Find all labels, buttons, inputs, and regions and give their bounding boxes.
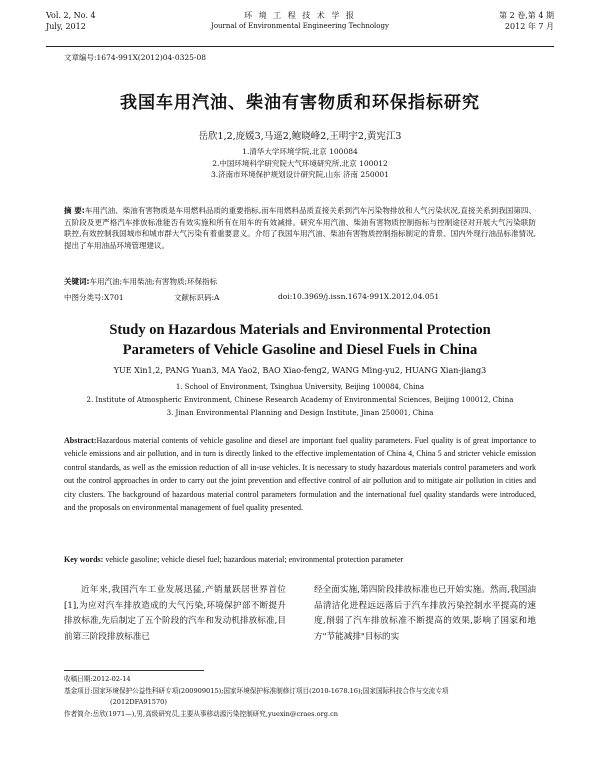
funding: 基金项目:国家环境保护公益性科研专项(200909015);国家环境保护标准制修订项目(2010-1678.16);国家国际科技合作与交流专项 [64, 686, 449, 695]
funding-continued: (2012DFA91570) [110, 698, 167, 706]
affiliation: 3. Jinan Environmental Planning and Design Institute, Jinan 250001, China [166, 409, 434, 417]
affiliation: 3.济南市环境保护规划设计研究院,山东 济南 250001 [211, 170, 389, 179]
classification-row [64, 292, 536, 303]
affiliation: 2. Institute of Atmospheric Environment, Chinese Research Academy of Environmental Sciences, Beijing 100012, China [86, 396, 514, 404]
affiliation: 1.清华大学环境学院,北京 100084 [242, 147, 358, 156]
header-volume-right: 第 2 卷,第 4 期 2012 年 7 月 [499, 11, 554, 31]
chinese-affiliations [0, 146, 600, 181]
english-title: Study on Hazardous Materials and Environmental Protection Parameters of Vehicle Gasoline and Diesel Fuels in China [109, 322, 491, 358]
header-volume-left: Vol. 2, No. 4 July, 2012 [46, 11, 96, 31]
chinese-title: 我国车用汽油、柴油有害物质和环保指标研究 [120, 93, 480, 113]
chinese-authors: 岳欣1,2,庞媛3,马遥2,鲍晓峰2,王明宇2,黄宪江3 [198, 131, 402, 142]
received-date: 收稿日期:2012-02-14 [64, 675, 131, 683]
english-affiliations [0, 381, 600, 420]
abstract-label: Abstract: [64, 436, 97, 445]
keywords-label: Key words: [64, 555, 104, 564]
clc-number: 中图分类号:X701 [64, 293, 124, 302]
footnote-divider [64, 670, 204, 671]
keywords-label: 关键词: [64, 277, 90, 286]
header-journal-name: 环 境 工 程 技 术 学 报 Journal of Environmental Engineering Technology [211, 11, 389, 30]
body-column-left: 近年来,我国汽车工业发展迅猛,产销量跃居世界首位[1],为应对汽车排放造成的大气污染,环境保护部不断提升排放标准,先后制定了五个阶段的汽车和发动机排放标准,目前第三阶段排放标准已 [64, 585, 286, 642]
chinese-abstract [64, 205, 536, 251]
article-number: 文章编号:1674-991X(2012)04-0325-08 [64, 53, 206, 62]
english-keywords [64, 555, 536, 564]
english-authors: YUE Xin1,2, PANG Yuan3, MA Yao2, BAO Xiao-feng2, WANG Ming-yu2, HUANG Xian-jiang3 [113, 366, 487, 375]
author-bio: 作者简介:岳欣(1971—),男,高级研究员,主要从事移动源污染控制研究,yuexin@craes.org.cn [64, 709, 339, 718]
doi: doi:10.3969/j.issn.1674-991X.2012.04.051 [278, 292, 440, 301]
keywords-text: 车用汽油;车用柴油;有害物质;环保指标 [89, 277, 218, 286]
affiliation: 2.中国环境科学研究院大气环境研究所,北京 100012 [212, 158, 388, 168]
footnotes [64, 674, 542, 720]
running-header [46, 10, 554, 40]
document-code: 文献标识码:A [174, 293, 220, 302]
chinese-keywords [64, 276, 536, 287]
header-divider [46, 46, 554, 47]
abstract-label: 摘 要: [64, 206, 85, 215]
body-column-right: 经全面实施,第四阶段排放标准也已开始实施。然而,我国油品清洁化进程远远落后于汽车排放污染控制水平提高的速度,削弱了汽车排放标准不断提高的效果,影响了国家和地方"节能减排"目标的实 [314, 585, 536, 642]
affiliation: 1. School of Environment, Tsinghua University, Beijing 100084, China [175, 383, 425, 391]
abstract-text: 车用汽油、柴油有害物质是车用燃料品质的重要指标,而车用燃料品质直接关系到汽车污染物排放和人气污染状况,直接关系到我国第四、五阶段及更严格汽车排放标准能否有效实施和所有在用车的有效减排。研究车用汽油、柴油有害物质控制指标与控制途径对开展大气污染联防联控,有效控制我国城市和城市群大气污染有着重要意义。介绍了我国车用汽油、柴油有害物质控制指标制定的背景、国内外现行油品标准情况,提出了车用油品环境管理建议。 [64, 206, 536, 250]
keywords-text: vehicle gasoline; vehicle diesel fuel; hazardous material; environmental protection parameter [105, 555, 404, 564]
abstract-text: Hazardous material contents of vehicle gasoline and diesel are important fuel quality parameters. Fuel quality is of great importance to vehicle emissions and air pollution, and in turn is directly linked to the effective implementation of China 4, China 5 and stricter vehicle emission control standards, as well as the emission reduction of all in-use vehicles. It is necessary to study hazardous materials control parameters and work out the control approaches in order to carry out the joint prevention and effective control of air pollution and to mitigate air pollution in cities and city clusters. The background of hazardous material control parameters formulation and the international fuel quality standards were introduced, and the proposals on environmental management of fuel quality presented. [64, 436, 536, 513]
english-abstract [64, 434, 536, 514]
